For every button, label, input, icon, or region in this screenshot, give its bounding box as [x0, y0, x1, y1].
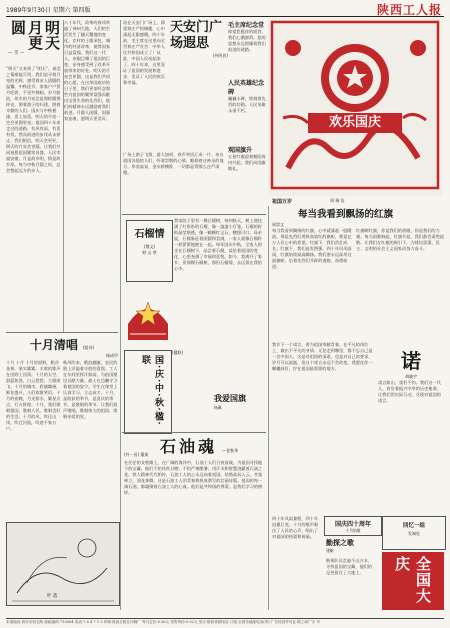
- banner-body-2: [356, 228, 444, 338]
- shiyue-body-2: [63, 360, 118, 520]
- oil-sub: —老秋华: [222, 448, 239, 453]
- section-text: 仰望您慈祥的面容，我们心潮澎湃。您的思想永远照耀着我们前进的道路。: [228, 29, 266, 52]
- labor-text: 勘探队员走遍千山万水，寻找祖国的宝藏，他们的足迹留在了大地上。: [326, 558, 373, 575]
- ink-sketch-drawing: [7, 523, 119, 605]
- flag-star-drawing: [124, 284, 172, 344]
- shiyue-head: [6, 334, 118, 356]
- section-text: 巍巍丰碑，铭刻着先烈的功勋。人民英雄永垂不朽。: [228, 96, 266, 113]
- ad-sub: 发端处: [408, 531, 420, 536]
- moon-body-text-2: 八十年代，改革的春风吹遍了神州大地，人们的生活发生了翻天覆地的变化。农村的土地承包，城市的经济改革，使得国家日益富强。我们这一代人，亲眼目睹了祖国的巨变，亲身感受到了改革开放带来的好处。明天的月亮会更圆，这是我们共同的心愿。在这举国欢庆的日子里，我们更加怀念那些为祖国的繁荣富强而献出宝贵生命的先烈们，他们的精神永远激励着我们前进。月圆人团圆，国强家安康，愿明天更美好。: [64, 20, 111, 121]
- labor-body: [326, 558, 376, 610]
- nuo-text: 我许下一个诺言，要为祖国奉献青春。在平凡的岗位上，做出不平凡的业绩。无论走到哪里，都不忘自己是一名中国人。这是对祖国的承诺，也是对自己的要求。岁月可以流逝，但这个诺言永远不会改变。我愿化作一颗螺丝钉，拧在祖国最需要的地方。: [272, 342, 373, 371]
- shiliu-author: 野 山 草: [142, 250, 157, 255]
- tiananmen-title: 天安门广场遐思: [170, 20, 223, 51]
- couplet-box: [124, 350, 172, 434]
- banner-author: 周崇文: [272, 222, 284, 227]
- masthead: 陕西工人报: [376, 3, 442, 17]
- divider: [120, 20, 121, 610]
- section-title: 毛主席纪念堂: [228, 22, 265, 29]
- shiyue-note: (组诗): [82, 345, 95, 350]
- oil-head: [160, 434, 256, 456]
- red-stamp: [382, 552, 444, 610]
- tiananmen-body: [123, 152, 227, 212]
- season-text: 四十年风雨兼程，四十年沧桑巨变。十月的歌声唱出了人民的心声，唱出了对祖国的热爱和祝福。: [272, 516, 319, 539]
- stamp-text: 全国大庆: [393, 556, 432, 604]
- moon-body-col2: [64, 20, 114, 331]
- shiyue-title: 十月清唱: [29, 338, 78, 352]
- divider: [268, 206, 269, 610]
- shiyue-body: [6, 360, 61, 520]
- papercut-artist: 周 瑞 治: [330, 198, 345, 203]
- section-title: 人民英雄纪念碑: [228, 80, 265, 96]
- tiananmen-body-text: 广场上鸽子飞翔，游人如织，欢声笑语汇成一片。来自祖国各地的人们，怀着崇敬的心情，瞻仰着这神圣的地方。华表高耸，金水桥横卧，一切都显得那么庄严肃穆。: [123, 152, 224, 175]
- shiliu-title: 石榴情: [134, 229, 165, 240]
- labor-author: 建雄: [326, 548, 334, 553]
- season-box: [324, 516, 382, 536]
- couplet-author: (楹联): [172, 350, 184, 355]
- couplet-title: 国·庆·中·秋·楹·联: [140, 355, 163, 426]
- section-title: 观国旗升: [228, 147, 253, 154]
- oil-body: [124, 460, 266, 608]
- shiyue-text: 十月 十月 十月的原野，稻谷金黄，果实累累，丰收的歌声在田野上回荡。十月的天空，湛蓝如洗，白云悠悠，大雁南飞。十月的城市，彩旗飘扬，鲜花盛开，人们欢歌笑语。十月的夜晚，月光如水，繁星点点，灯火辉煌。十月，我们歌唱祖国，歌唱人民，歌唱美好的生活。十月的风，吹过山岗，吹过河流，吹进千家万户。: [6, 360, 61, 431]
- shiliu-text: 我家院子里有一棵石榴树，每到秋天，树上便挂满了红彤彤的石榴，像一盏盏小灯笼。石榴的籽粒晶莹剔透，像一颗颗红宝石，酸甜可口。母亲说，石榴象征着团圆和美满，一家人就像石榴籽一样紧紧地抱在一起。每年国庆中秋，全家人围坐在石榴树下，品尝着石榴，谈论着祖国的变化，心里充满了幸福和喜悦。如今，我离开了家乡，但那棵石榴树，那份石榴情，永远留在我的心中。: [174, 218, 262, 271]
- banner-text-2: 红旗啊红旗，你是我们的骄傲，你是我们的力量。每当国歌响起，红旗升起，我们都会肃然起敬。让我们在红旗的指引下，为建设富强、民主、文明的社会主义国家而努力奋斗。: [356, 228, 444, 251]
- ad-box: [382, 516, 446, 550]
- labor-title: 勤探之歌: [326, 538, 354, 547]
- moon-title: 明天月更圆: [9, 20, 61, 50]
- divider: [122, 432, 266, 433]
- shiliu-title-box: [126, 220, 173, 282]
- tiananmen-intro-text: 站在天安门广场上，仰望着庄严的城楼，心中涌起无限感慨。四十年前，毛主席在这里向全世界庄严宣告：中华人民共和国成立了！从此，中国人民站起来了。四十年来，这里见证了祖国的发展和进步，见证了人民的欢乐和幸福。: [123, 20, 165, 85]
- divider: [63, 20, 64, 332]
- flag-head: [214, 386, 266, 410]
- season-sub: 十月的歌: [345, 528, 361, 533]
- shiyue-text-2: 秋风吹来，稻浪翻滚，农民的脸上洋溢着丰收的喜悦。工人在车间里挥汗如雨，为祖国建设贡献力量。战士在边疆守卫着祖国的安宁。学生在课堂上认真学习，立志成才。十月，是收获的季节，是喜庆的季节，是歌唱的季节。让我们放声歌唱，歌唱伟大的祖国，歌唱亲爱的党。: [63, 360, 118, 419]
- nuo-body: [272, 342, 376, 514]
- moon-body-text: “明天”又来到了“明天”，眷恋之情难能可贵。我们追寻着月亮的光辉，感受着亲人团圆的温馨。中秋佳节，家家户户赏月吃饼，千里共婵娟。岁月如流，故乡的月亮总是那样圆那样亮，照着游子的归途，照着辛勤的人们。国庆与中秋相逢，喜上加喜，明天的月亮一定会更圆更亮。祖国四十年来走过的道路，有风有雨，有喜有忧，然而前进的步伐从未停止。我们相信，明天会更好，明天的月亮会更圆。让我们共同祝愿祖国繁荣昌盛，人民幸福安康。月是故乡明，情是故乡浓，每当中秋月圆之时，总会想起远方的亲人。: [6, 66, 61, 173]
- nuo-head: [378, 345, 444, 377]
- shiliu-sub: (散文): [143, 244, 156, 249]
- image-caption: 叶 落: [47, 594, 58, 599]
- papercut-drawing: [268, 18, 442, 196]
- tiananmen-byline: (外四首): [212, 53, 228, 58]
- moon-body: [6, 66, 62, 331]
- banner-head: [298, 206, 444, 224]
- banner-text: 每当我看到飘扬的红旗，心中就涌起一股暖流。那是先烈们用鲜血染红的旗帜，那是亿万人民心中的希望。红旗下，我们茁壮成长；红旗下，我们奋发图强。四十年风风雨雨，红旗始终高高飘扬。我们要永远高举这面旗帜，沿着先烈们开辟的道路，奋勇前进。: [272, 228, 352, 269]
- banner-body: [272, 228, 352, 338]
- nuo-title: 诺: [401, 349, 421, 373]
- papercut-text: 欢乐国庆: [328, 115, 381, 130]
- ink-sketch-image: [6, 522, 120, 606]
- oil-author: (外一首) 董岚: [124, 452, 149, 457]
- shiyue-author: 杨成甲: [106, 353, 118, 358]
- flag-star-artwork: [124, 284, 172, 344]
- section-text: 五星红旗迎着朝阳冉冉升起，我们向国旗敬礼。: [228, 154, 266, 171]
- nuo-author: 胡晓宇: [405, 374, 417, 379]
- labor-head: [326, 538, 376, 556]
- ad-title: 回忆一组: [402, 523, 425, 529]
- tiananmen-sections: [228, 20, 266, 210]
- oil-text: 在茫茫的戈壁滩上，在广阔的海洋中，石油工人们日夜奋战，为祖国寻找地下的宝藏。他们不怕风吹日晒，不怕严寒酷暑，用汗水和智慧浇灌着石油之花。铁人精神代代相传，石油工人的心永远向着祖国。钻塔高耸入云，井架林立，油龙奔腾，这是石油工人用青春和热血谱写的壮丽诗篇。祖国的每一滴石油，都凝聚着石油工人的心血。他们是共和国的脊梁，是我们学习的榜样。: [124, 460, 263, 495]
- nuo-body-2: [378, 380, 444, 514]
- season-title: 国庆四十周年: [334, 521, 371, 528]
- season-body: [272, 516, 322, 610]
- flag-title: 我爱国旗: [214, 393, 246, 403]
- nuo-text-2: 诺言如山，重若千钧。我们这一代人，肩负着振兴中华的历史使命。让我们用实际行动，兑现对祖国的诺言。: [378, 380, 441, 403]
- oil-title: 石油魂: [160, 437, 218, 456]
- divider: [6, 332, 118, 333]
- national-day-papercut: [268, 18, 442, 196]
- papercut-caption: 祖国万岁: [272, 199, 293, 205]
- issue-date: 1989年9月30日 星期六 第四版: [6, 7, 91, 14]
- moon-byline: — 雪 —: [8, 51, 25, 56]
- divider: [122, 214, 266, 215]
- tiananmen-title-block: [170, 20, 228, 150]
- page-footer: 本报地址:西安市西五路 邮政编码:710004 电话:7 6 4 7 1 3 印刷:陕西日报社印刷厂 每月定价:0.30元 零售每份:0.02元 发行:陕西省邮电局 订阅:全国各地邮电局(所) 广告经营许可证:陕工商广字 号: [6, 618, 444, 625]
- flag-author: 杨佩: [214, 405, 222, 410]
- page-header: [6, 3, 444, 17]
- banner-title: 每当我看到飘扬的红旗: [298, 209, 394, 220]
- moon-title-block: [6, 20, 62, 64]
